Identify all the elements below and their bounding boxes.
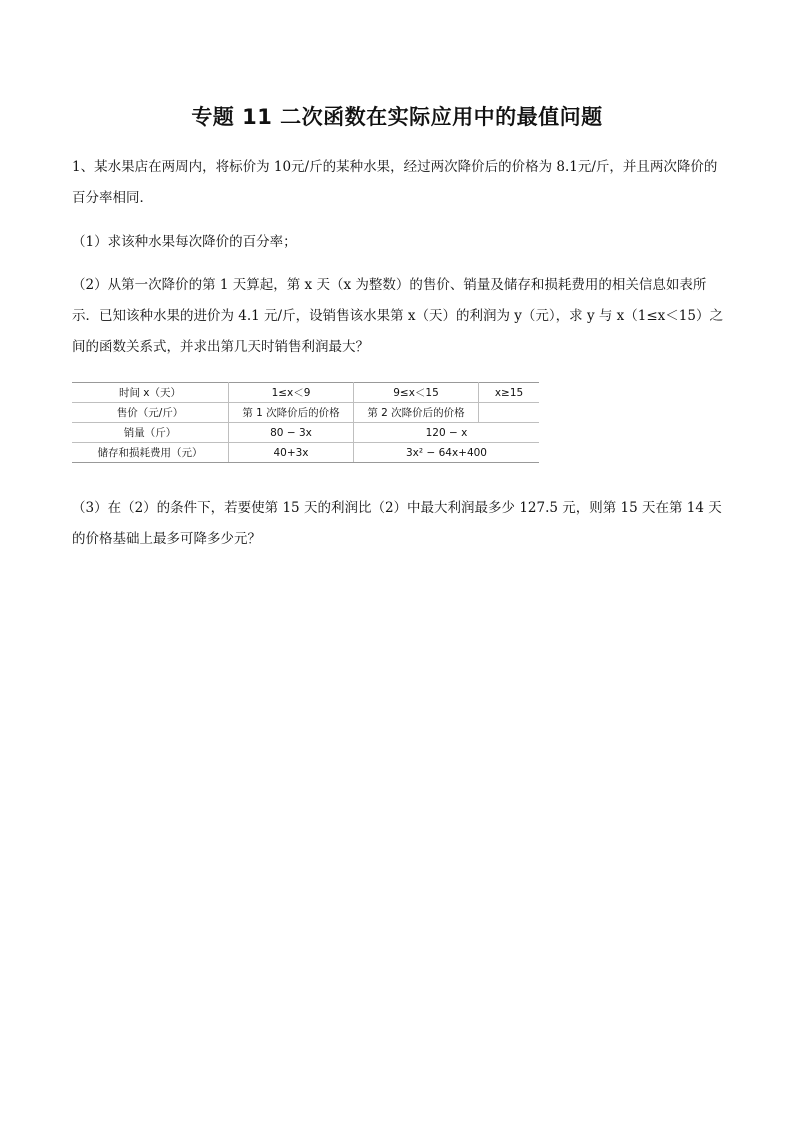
question-part-2: （2）从第一次降价的第 1 天算起，第 x 天（x 为整数）的售价、销量及储存和损耗费用的相关信息如表所示．已知该种水果的进价为 4.1 元/斤，设销售该水果第 x（天）的利润为 y（元），求 y 与 x（1≤x＜15）之间的函数关系式，并求出第几天时销售利润最大？ — [72, 277, 723, 355]
table-cell: 第 1 次降价后的价格 — [229, 403, 354, 423]
question-part-1: （1）求该种水果每次降价的百分率； — [72, 234, 297, 250]
table-row — [72, 383, 539, 403]
question-intro: 1、某水果店在两周内，将标价为 10元/斤的某种水果，经过两次降价后的价格为 8.1元/斤，并且两次降价的百分率相同． — [72, 159, 718, 206]
table-cell: 时间 x（天） — [72, 383, 229, 403]
info-table — [72, 382, 539, 463]
page-title: 专题 11 二次函数在实际应用中的最值问题 — [191, 105, 603, 129]
table-row — [72, 423, 539, 443]
table-cell: 3x² − 64x+400 — [354, 443, 540, 463]
table-cell: 储存和损耗费用（元） — [72, 443, 229, 463]
table-cell: 9≤x＜15 — [354, 383, 479, 403]
table-cell: 120 − x — [354, 423, 540, 443]
table-cell: 售价（元/斤） — [72, 403, 229, 423]
table-cell: 1≤x＜9 — [229, 383, 354, 403]
table-cell: x≥15 — [479, 383, 540, 403]
table-row — [72, 403, 539, 423]
table-cell: 销量（斤） — [72, 423, 229, 443]
table-cell — [479, 403, 540, 423]
table-cell: 40+3x — [229, 443, 354, 463]
table-row — [72, 443, 539, 463]
question-part-3: （3）在（2）的条件下，若要使第 15 天的利润比（2）中最大利润最多少 127.5 元，则第 15 天在第 14 天的价格基础上最多可降多少元？ — [72, 500, 722, 547]
table-cell: 第 2 次降价后的价格 — [354, 403, 479, 423]
table-cell: 80 − 3x — [229, 423, 354, 443]
